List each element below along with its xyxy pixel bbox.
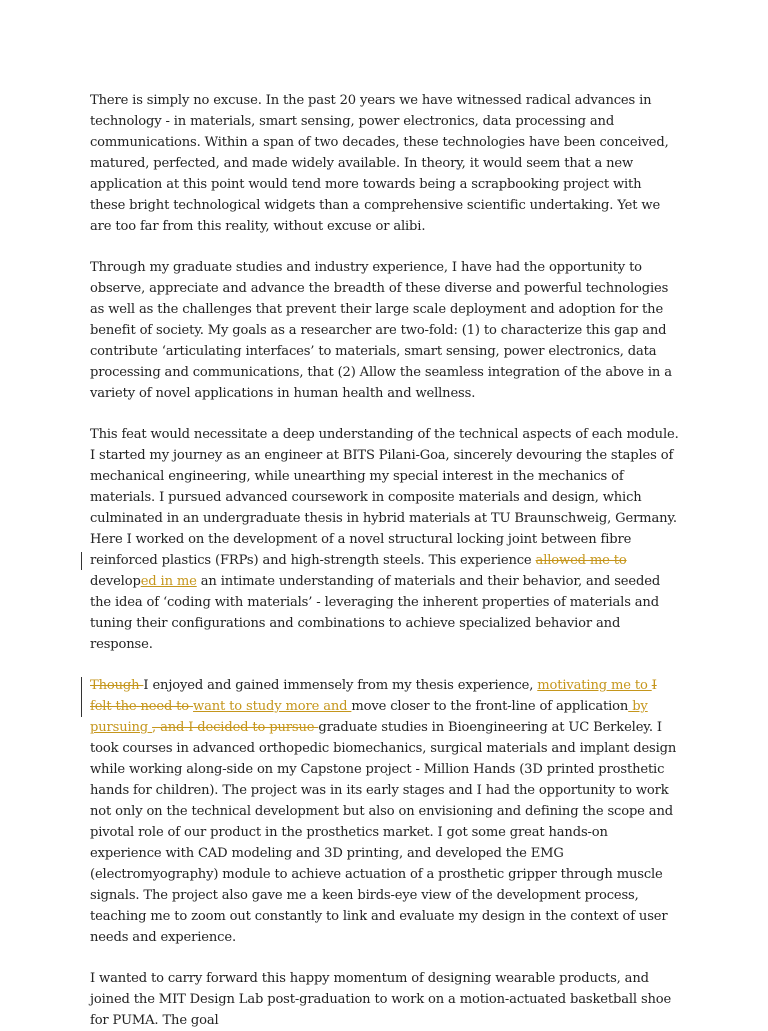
- tracked-deletion[interactable]: , and I decided to pursue: [152, 720, 319, 735]
- tracked-insertion[interactable]: want to study more and: [193, 699, 352, 714]
- paragraph-2: [90, 257, 680, 404]
- text-run: I enjoyed and gained immensely from my thesis experience,: [143, 678, 538, 693]
- text-run: I wanted to carry forward this happy momentum of designing wearable products, and joined the MIT Design Lab post-graduation to work on a motion-actuated basketball shoe for PUMA. The goal: [90, 971, 672, 1028]
- text-run: Through my graduate studies and industry experience, I have had the opportunity to observe, appreciate and advance the breadth of these diverse and powerful technologies as well as the challenges that prevent their large scale deployment and adoption for the benefit of society. My goals as a researcher are two-fold: (1) to characterize this gap and contribute ‘articulating interfaces’ to materials, smart sensing, power electronics, data processing and communications, that (2) Allow the seamless integration of the above in a variety of novel applications in human health and wellness.: [90, 260, 672, 401]
- text-run: develop: [90, 574, 141, 589]
- paragraph-1: [90, 90, 680, 237]
- paragraph-4: [90, 675, 680, 948]
- change-bar: [81, 552, 82, 570]
- text-run: This feat would necessitate a deep understanding of the technical aspects of each module. I started my journey as an engineer at BITS Pilani-Goa, sincerely devouring the staples of mechanical engineering, while unearthing my special interest in the mechanics of materials. I pursued advanced coursework in composite materials and design, which culminated in an undergraduate thesis in hybrid materials at TU Braunschweig, Germany. Here I worked on the development of a novel structural locking joint between fibre reinforced plastics (FRPs) and high-strength steels. This experience: [90, 427, 679, 568]
- tracked-deletion[interactable]: I felt the need to: [90, 678, 657, 714]
- text-run: move closer to the front-line of application: [351, 699, 629, 714]
- tracked-insertion[interactable]: ed in me: [140, 574, 197, 589]
- tracked-insertion[interactable]: motivating me to: [537, 678, 652, 693]
- tracked-deletion[interactable]: Though: [90, 678, 144, 693]
- paragraph-5: [90, 968, 680, 1031]
- text-run: There is simply no excuse. In the past 20 years we have witnessed radical advances in technology - in materials, smart sensing, power electronics, data processing and communications. Within a span of two decades, these technologies have been conceived, matured, perfected, and made widely available. In theory, it would seem that a new application at this point would tend more towards being a scrapbooking project with these bright technological widgets than a comprehensive scientific undertaking. Yet we are too far from this reality, without excuse or alibi.: [90, 93, 669, 234]
- text-run: an intimate understanding of materials and their behavior, and seeded the idea of ‘coding with materials’ - leveraging the inherent properties of materials and tuning their configurations and combinations to achieve specialized behavior and response.: [90, 574, 661, 652]
- paragraph-3: [90, 424, 680, 655]
- change-bar: [81, 677, 82, 717]
- text-run: graduate studies in Bioengineering at UC Berkeley. I took courses in advanced orthopedic biomechanics, surgical materials and implant design while working along-side on my Capstone project - Million Hands (3D printed prosthetic hands for children). The project was in its early stages and I had the opportunity to work not only on the technical development but also on envisioning and defining the scope and pivotal role of our product in the prosthetics market. I got some great hands-on experience with CAD modeling and 3D printing, and developed the EMG (electromyography) module to achieve actuation of a prosthetic gripper through muscle signals. The project also gave me a keen birds-eye view of the development process, teaching me to zoom out constantly to link and evaluate my design in the context of user needs and experience.: [90, 720, 677, 945]
- tracked-insertion[interactable]: by pursuing: [90, 699, 648, 735]
- tracked-deletion[interactable]: allowed me to: [535, 553, 627, 568]
